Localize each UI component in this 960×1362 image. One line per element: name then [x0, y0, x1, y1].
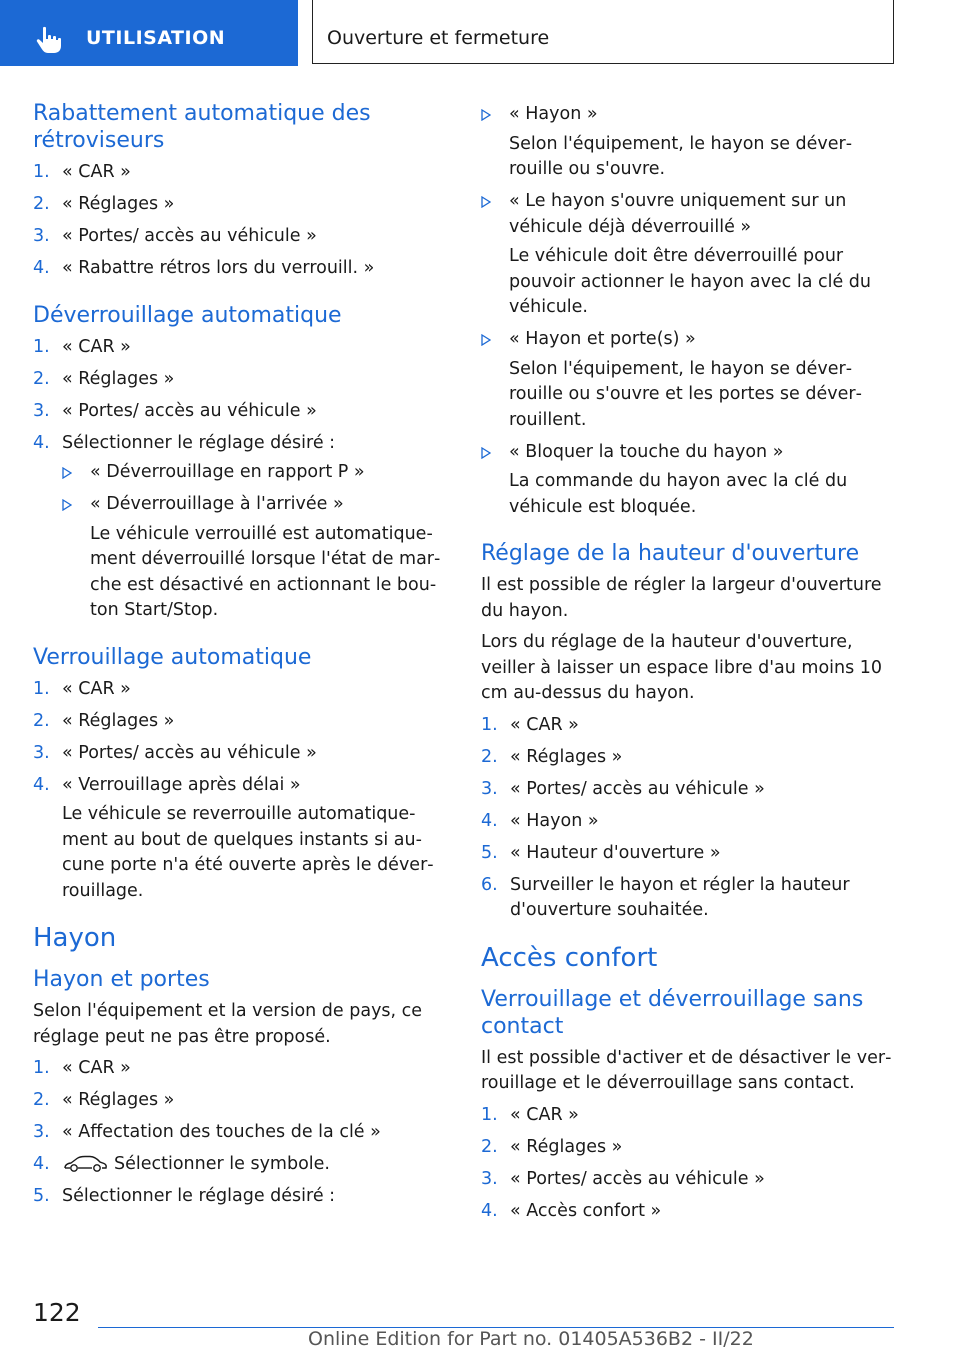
list-item: 4. « Rabattre rétros lors du verrouill. »: [33, 258, 375, 278]
list-item: 1. « CAR »: [481, 1104, 579, 1125]
triangle-bullet-icon: [481, 334, 491, 346]
option-description: Le véhicule doit être déverrouillé pour pouvoir actionner le hayon avec la clé du véhicule.: [509, 246, 871, 317]
right-column: [481, 100, 895, 1231]
list-item: 2. « Réglages »: [481, 746, 623, 767]
list-item: 3. « Portes/ accès au véhicule »: [33, 742, 317, 763]
intro-hayon: Selon l'équipement et la version de pays, ce réglage peut ne pas être proposé.: [33, 1001, 423, 1047]
steps-rabattement: [33, 160, 443, 282]
list-item: 1. « CAR »: [33, 162, 131, 182]
triangle-bullet-icon: [481, 447, 491, 459]
heading-hauteur: Réglage de la hauteur d'ouverture: [481, 541, 860, 566]
paragraph-hauteur-1: Il est possible de régler la largeur d'ouverture du hayon.: [481, 575, 882, 621]
triangle-bullet-icon: [62, 499, 72, 511]
list-item: « Hayon » Selon l'équipement, le hayon se déverrouille ou s'ouvre.: [481, 102, 895, 183]
list-item: 3. « Portes/ accès au véhicule »: [481, 1168, 765, 1189]
page-header: [0, 0, 960, 66]
options-deverrouillage: [62, 460, 443, 624]
option-description: Selon l'équipement, le hayon se déverrouille ou s'ouvre et les portes se déverrouillent.: [509, 358, 862, 430]
list-item: 2. « Réglages »: [33, 368, 175, 389]
options-hayon: [481, 102, 895, 520]
list-item: « Le hayon s'ouvre uniquement sur un véhicule déjà déverrouillé » Le véhicule doit être déverrouillé pour pouvoir actionner le hayon avec la clé du véhicule.: [481, 189, 895, 321]
list-item: « Hayon et porte(s) » Selon l'équipement, le hayon se déverrouille ou s'ouvre et les portes se déverrouillent.: [481, 327, 895, 433]
paragraph-hauteur-2: Lors du réglage de la hauteur d'ouverture, veiller à laisser un espace libre d'au moins 10 cm au-dessus du hayon.: [481, 632, 883, 703]
option-description: La commande du hayon avec la clé du véhicule est bloquée.: [509, 471, 848, 517]
section-title: Ouverture et fermeture: [327, 27, 550, 49]
intro-confort: Il est possible d'activer et de désactiver le verrouillage et le déverrouillage sans contact.: [481, 1047, 892, 1093]
option-description: Selon l'équipement, le hayon se déverrouille ou s'ouvre.: [509, 133, 853, 179]
list-item: « Bloquer la touche du hayon » La commande du hayon avec la clé du véhicule est bloquée.: [481, 440, 895, 521]
list-item: 1. « CAR »: [33, 336, 131, 357]
heading-hayon: Hayon: [33, 923, 117, 953]
list-item: 4. « Accès confort »: [481, 1200, 662, 1221]
step-description: Le véhicule se reverrouille automatiquement au bout de quelques instants si aucune porte n'a été ouverte après le déverrouillage.: [62, 804, 434, 901]
left-column: [33, 100, 443, 1216]
option-description: Le véhicule verrouillé est automatiquement déverrouillé lorsque l'état de marche est désactivé en actionnant le bouton Start/Stop.: [90, 523, 441, 620]
car-icon: [62, 1154, 108, 1174]
heading-deverrouillage: Déverrouillage automatique: [33, 302, 342, 328]
list-item: 2. « Réglages »: [33, 1090, 175, 1110]
list-item: 5. Sélectionner le réglage désiré :: [33, 1186, 336, 1206]
steps-verrouillage: [33, 677, 443, 905]
triangle-bullet-icon: [481, 109, 491, 121]
list-item: 4. « Hayon »: [481, 810, 599, 831]
list-item: 2. « Réglages »: [481, 1136, 623, 1157]
steps-confort: [481, 1103, 895, 1225]
steps-hauteur: [481, 713, 895, 924]
list-item: « Déverrouillage à l'arrivée » Le véhicule verrouillé est automatiquement déverrouillé lorsque l'état de marche est désactivé en actionnant le bouton Start/Stop.: [62, 492, 443, 624]
heading-confort: Accès confort: [481, 942, 658, 973]
list-item: 4. Sélectionner le réglage désiré : « Déverrouillage en rapport P » « Déverrouillage à l'arrivée » Le véhicule verrouillé est automatiquement déverrouillé lorsque l'état de marche est désactivé en actionnant le bouton Start/Stop.: [33, 431, 443, 624]
steps-deverrouillage: [33, 335, 443, 624]
hand-pointer-icon: [34, 26, 64, 54]
list-item: 5. « Hauteur d'ouverture »: [481, 842, 721, 863]
list-item: « Déverrouillage en rapport P »: [62, 460, 443, 486]
list-item: 1. « CAR »: [481, 714, 579, 735]
list-item: 2. « Réglages »: [33, 194, 175, 214]
page-number: 122: [33, 1298, 81, 1327]
triangle-bullet-icon: [481, 196, 491, 208]
heading-verrouillage: Verrouillage automatique: [33, 644, 312, 670]
list-item: 2. « Réglages »: [33, 710, 175, 731]
chapter-label: UTILISATION: [86, 27, 226, 49]
list-item: 4. Sélectionner le symbole.: [33, 1154, 330, 1174]
list-item: 3. « Portes/ accès au véhicule »: [33, 400, 317, 421]
list-item: 3. « Affectation des touches de la clé »: [33, 1122, 381, 1142]
list-item: 3. « Portes/ accès au véhicule »: [33, 226, 317, 246]
list-item: 4. « Verrouillage après délai » Le véhicule se reverrouille automatiquement au bout de quelques instants si aucune porte n'a été ouverte après le déverrouillage.: [33, 773, 443, 905]
list-item: 6. Surveiller le hayon et régler la hauteur d'ouverture souhaitée.: [481, 874, 850, 920]
footer-edition: Online Edition for Part no. 01405A536B2 - II/22: [308, 1328, 754, 1350]
triangle-bullet-icon: [62, 467, 72, 479]
heading-rabattement: Rabattement automatique des rétroviseurs: [33, 101, 371, 153]
list-item: 1. « CAR »: [33, 678, 131, 699]
heading-hayon-portes: Hayon et portes: [33, 967, 210, 992]
list-item: 3. « Portes/ accès au véhicule »: [481, 778, 765, 799]
chapter-tab: [0, 0, 298, 66]
heading-sans-contact: Verrouillage et déverrouillage sans contact: [481, 986, 864, 1039]
list-item: 1. « CAR »: [33, 1058, 131, 1078]
section-header: [312, 0, 894, 64]
steps-hayon: [33, 1056, 443, 1210]
